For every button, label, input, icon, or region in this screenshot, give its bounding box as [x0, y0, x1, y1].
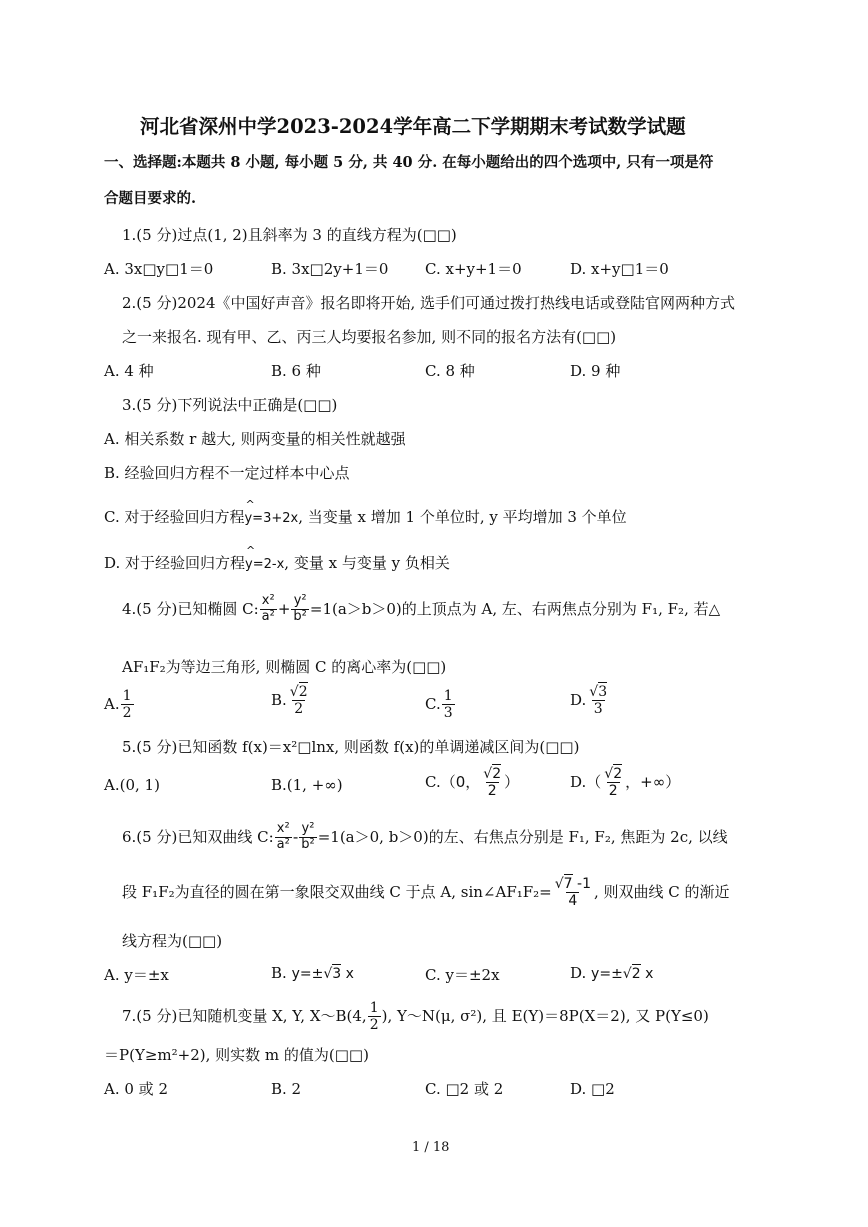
q7-stem-line1: 7.(5 分)已知随机变量 X, Y, X～B(4, $\frac{1}{2}$ ), Y～N(μ, σ²), 且 E(Y)＝8P(X＝2), 又 P(Y≤0) — [122, 1000, 709, 1034]
q3-stem: 3.(5 分)下列说法中正确是(□□) — [122, 396, 338, 414]
q2-stem-line1: 2.(5 分)2024《中国好声音》报名即将开始, 选手们可通过拨打热线电话或登陆官网两种方式 — [122, 294, 736, 312]
q4-option-d: D. $\frac{√3}{3}$ — [570, 684, 608, 718]
q2-option-a: A. 4 种 — [104, 362, 154, 380]
q5-option-b: B.(1, +∞) — [271, 776, 343, 794]
q6-stem-line2: 段 F₁F₂为直径的圆在第一象限交双曲线 C 于点 A, sin∠AF₁F₂= $\frac{√7 -1}{4}$ , 则双曲线 C 的渐近 — [122, 876, 730, 910]
q2-option-b: B. 6 种 — [271, 362, 321, 380]
q6-option-d: D. y=±√2 x — [570, 964, 654, 982]
q1-option-d: D. x+y□1＝0 — [570, 260, 669, 278]
q1-option-a: A. 3x□y□1＝0 — [104, 260, 214, 278]
q2-stem-line2: 之一来报名. 现有甲、乙、丙三人均要报名参加, 则不同的报名方法有(□□) — [122, 328, 617, 346]
q6-fraction-x2-a2: $\frac{\text{x²}}{\text{a²}}$ — [276, 821, 290, 852]
section-heading-line2: 合题目要求的. — [104, 190, 197, 207]
page-title: 河北省深州中学2023-2024学年高二下学期期末考试数学试题 — [140, 115, 686, 138]
q7-option-b: B. 2 — [271, 1080, 302, 1098]
q6-fraction-sqrt7: $\frac{√7 -1}{4}$ — [554, 876, 591, 910]
q3-option-d: D. 对于经验回归方程^ y=2-x, 变量 x 与变量 y 负相关 — [104, 556, 450, 571]
q4-fraction-y2-b2: $\frac{\text{y²}}{\text{b²}}$ — [293, 593, 307, 624]
q3-d-equation: ^ y=2-x — [245, 558, 284, 571]
q4-stem-line2: AF₁F₂为等边三角形, 则椭圆 C 的离心率为(□□) — [122, 658, 447, 676]
q1-stem: 1.(5 分)过点(1, 2)且斜率为 3 的直线方程为(□□) — [122, 226, 457, 244]
q7-option-a: A. 0 或 2 — [104, 1080, 168, 1098]
q7-stem-line2: ＝P(Y≥m²+2), 则实数 m 的值为(□□) — [104, 1046, 369, 1064]
q6-option-c: C. y＝±2x — [425, 966, 500, 984]
q6-option-a: A. y＝±x — [104, 966, 169, 984]
q1-option-c: C. x+y+1＝0 — [425, 260, 522, 278]
section-heading-line1: 一、选择题:本题共 8 小题, 每小题 5 分, 共 40 分. 在每小题给出的四个选项中, 只有一项是符 — [104, 154, 714, 171]
q2-option-d: D. 9 种 — [570, 362, 621, 380]
q4-option-b: B. $\frac{√2}{2}$ — [271, 684, 308, 718]
q6-fraction-y2-b2: $\frac{\text{y²}}{\text{b²}}$ — [301, 821, 315, 852]
q5-stem: 5.(5 分)已知函数 f(x)＝x²□lnx, 则函数 f(x)的单调递减区间为(□□) — [122, 738, 580, 756]
q7-option-c: C. □2 或 2 — [425, 1080, 504, 1098]
q3-option-a: A. 相关系数 r 越大, 则两变量的相关性就越强 — [104, 430, 406, 448]
page-number: 1 / 18 — [412, 1140, 450, 1155]
q3-option-c: C. 对于经验回归方程^ y=3+2x, 当变量 x 增加 1 个单位时, y 平均增加 3 个单位 — [104, 510, 627, 525]
q6-stem-line1: 6.(5 分)已知双曲线 C: $\frac{\text{x²}}{\text{a²}}$ - $\frac{\text{y²}}{\text{b²}}$ =1(a＞0, b＞0)的左、右焦点分别是 F₁, F₂, 焦距为 2c, 以线 — [122, 821, 728, 852]
q7-option-d: D. □2 — [570, 1080, 615, 1098]
q4-option-a: A. $\frac{1}{2}$ — [104, 688, 132, 722]
q4-stem-line1: 4.(5 分)已知椭圆 C: $\frac{\text{x²}}{\text{a²}}$ + $\frac{\text{y²}}{\text{b²}}$ =1(a＞b＞0)的上顶点为 A, 左、右两焦点分别为 F₁, F₂, 若△ — [122, 593, 721, 624]
q6-option-b: B. y=±√3 x — [271, 964, 354, 982]
q3-option-b: B. 经验回归方程不一定过样本中心点 — [104, 464, 350, 482]
q3-c-equation: ^ y=3+2x — [244, 512, 298, 525]
q5-option-a: A.(0, 1) — [104, 776, 160, 794]
q5-option-d: D.（ $\frac{√2}{2}$ ，+∞） — [570, 766, 681, 800]
q5-option-c: C.（0， $\frac{√2}{2}$ ） — [425, 766, 520, 800]
q4-fraction-x2-a2: $\frac{\text{x²}}{\text{a²}}$ — [261, 593, 275, 624]
q4-option-c: C. $\frac{1}{3}$ — [425, 688, 453, 722]
q2-option-c: C. 8 种 — [425, 362, 475, 380]
q6-stem-line3: 线方程为(□□) — [122, 932, 223, 950]
q1-option-b: B. 3x□2y+1＝0 — [271, 260, 389, 278]
